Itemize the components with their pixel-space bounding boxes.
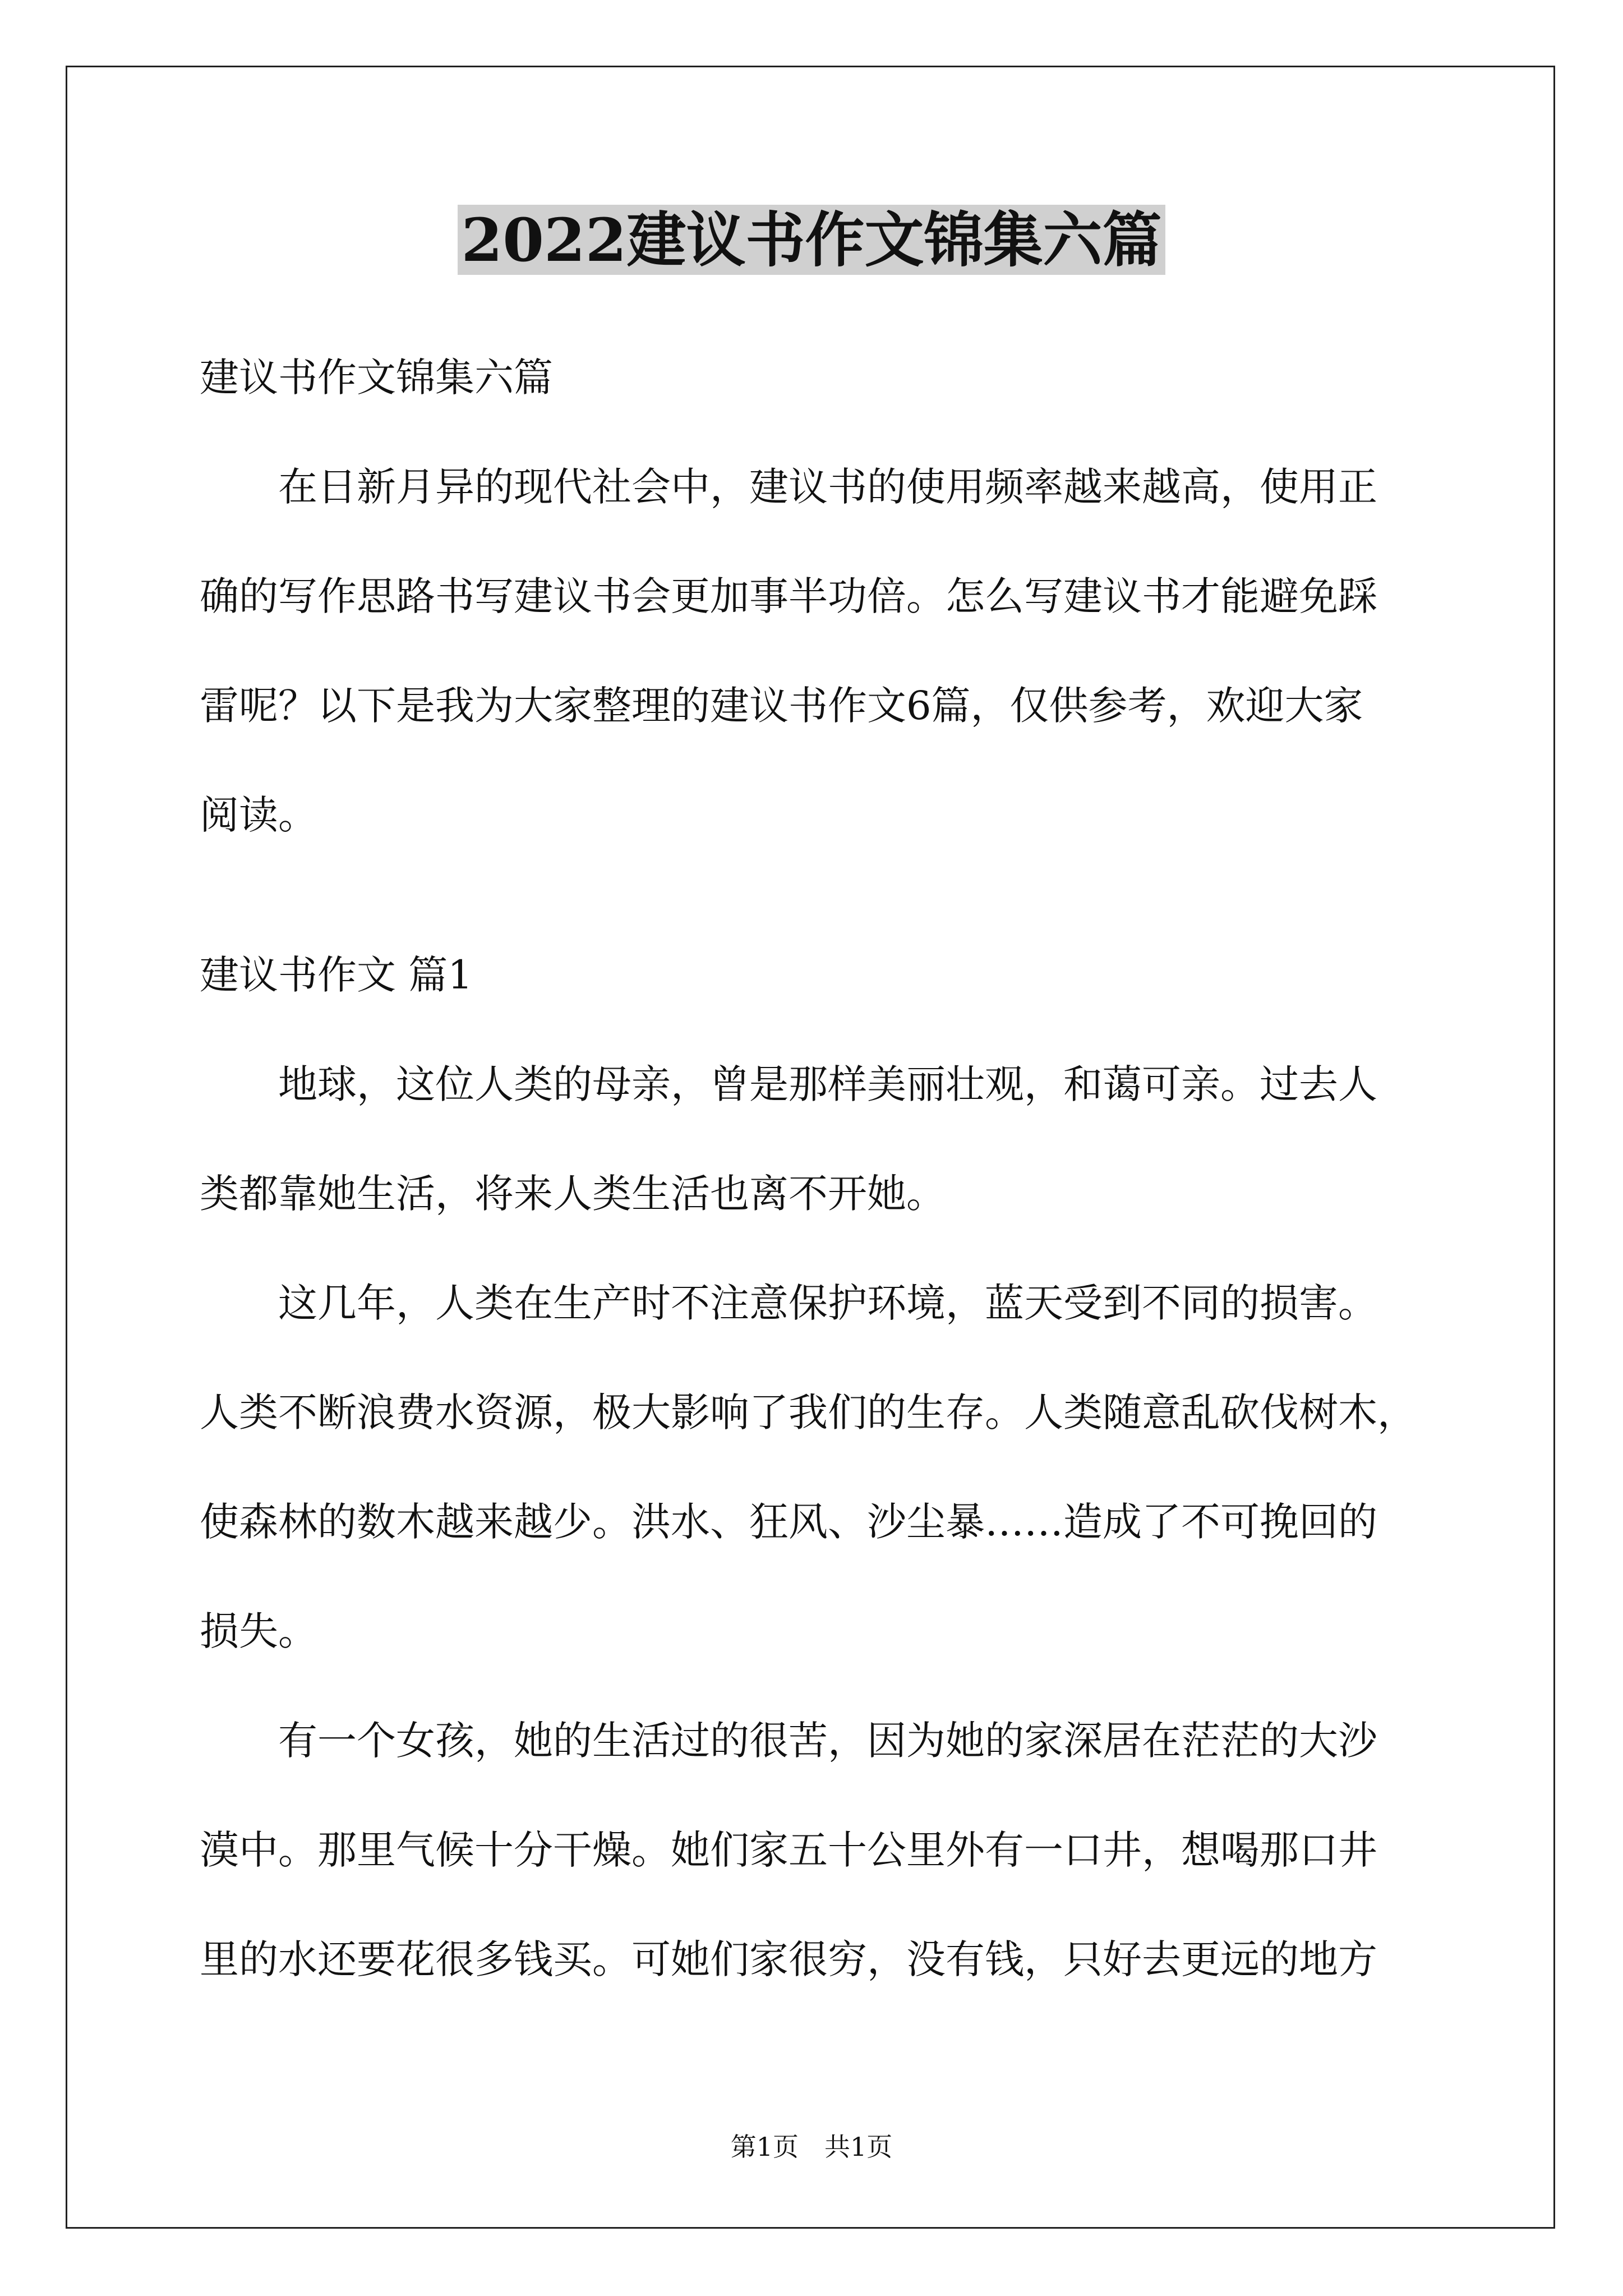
body-line: 在日新月异的现代社会中，建议书的使用频率越来越高，使用正 (200, 464, 1377, 510)
document-title (0, 201, 1623, 279)
document-title-text: 2022建议书作文锦集六篇 (458, 205, 1165, 275)
body-line: 有一个女孩，她的生活过的很苦，因为她的家深居在茫茫的大沙 (200, 1718, 1377, 1764)
section-heading: 建议书作文 篇1 (200, 952, 473, 998)
page-number: 第1页 (730, 2132, 799, 2162)
page-footer (0, 2130, 1623, 2164)
body-line: 阅读。 (200, 792, 317, 838)
body-line: 使森林的数木越来越少。洪水、狂风、沙尘暴……造成了不可挽回的 (200, 1499, 1377, 1545)
body-line: 类都靠她生活，将来人类生活也离不开她。 (200, 1171, 946, 1217)
body-line: 漠中。那里气候十分干燥。她们家五十公里外有一口井，想喝那口井 (200, 1827, 1377, 1873)
body-line: 地球，这位人类的母亲，曾是那样美丽壮观，和蔼可亲。过去人 (200, 1061, 1377, 1107)
body-line: 人类不断浪费水资源，极大影响了我们的生存。人类随意乱砍伐树木， (200, 1389, 1417, 1435)
body-line: 确的写作思路书写建议书会更加事半功倍。怎么写建议书才能避免踩 (200, 573, 1377, 619)
body-line: 建议书作文锦集六篇 (200, 355, 553, 401)
body-line: 里的水还要花很多钱买。可她们家很穷，没有钱，只好去更远的地方 (200, 1936, 1377, 1982)
body-line: 雷呢？以下是我为大家整理的建议书作文6篇，仅供参考，欢迎大家 (200, 683, 1363, 729)
body-line: 损失。 (200, 1608, 317, 1654)
page-total: 共1页 (824, 2132, 893, 2162)
body-line: 这几年，人类在生产时不注意保护环境，蓝天受到不同的损害。 (200, 1280, 1377, 1326)
